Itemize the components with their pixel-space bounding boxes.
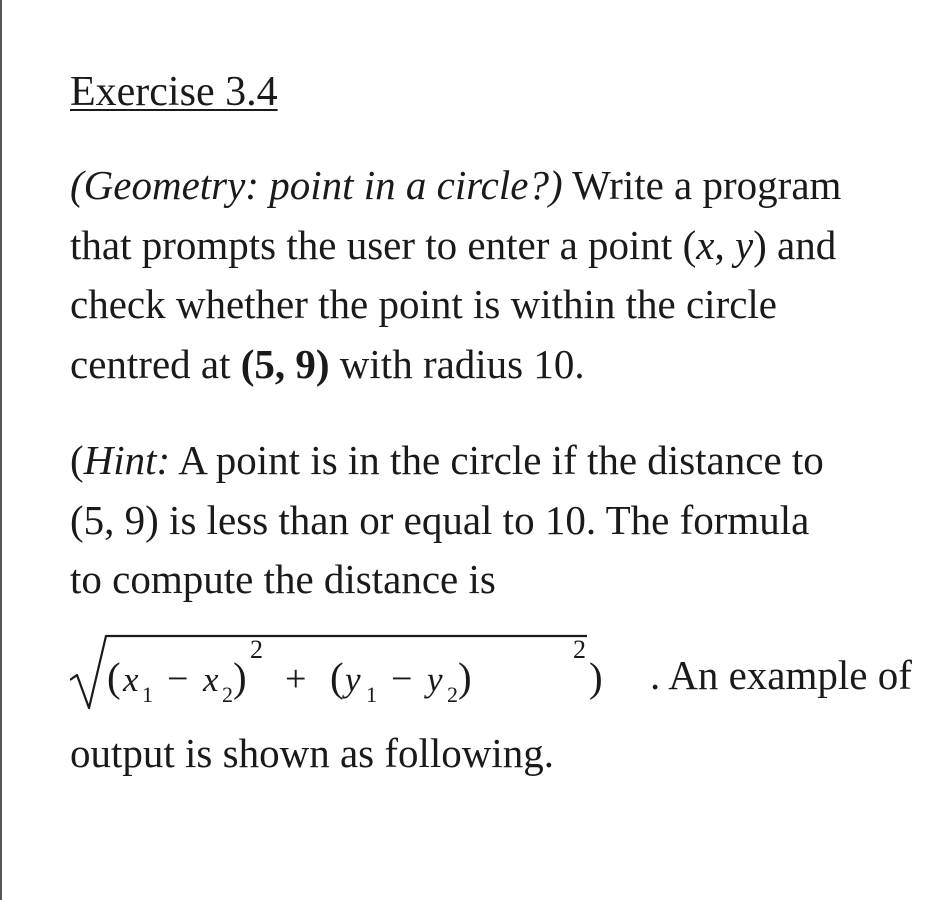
formula-tail-text: . An example of — [650, 652, 912, 698]
formula-sub4: 2 — [447, 682, 458, 707]
problem-statement — [70, 156, 949, 394]
formula-x1: x — [123, 660, 139, 699]
problem-line-4-end: with radius 10. — [329, 340, 585, 387]
problem-line-1 — [70, 156, 949, 216]
formula-x2: x — [203, 660, 219, 699]
hint-line-1 — [70, 431, 949, 491]
problem-line-4 — [70, 335, 949, 395]
formula-y-close: ) — [458, 654, 472, 700]
hint-line-3: to compute the distance is — [70, 556, 496, 602]
page-left-border — [0, 0, 2, 900]
problem-topic: (Geometry: point in a circle?) — [70, 162, 563, 208]
exercise-title: Exercise 3.4 — [70, 69, 278, 115]
hint-line-1-rest: A point is in the circle if the distance to — [170, 437, 824, 483]
point-comma: , — [714, 221, 735, 268]
problem-line-2-start: that prompts the user to enter a point ( — [70, 221, 697, 268]
hint-paragraph — [70, 431, 949, 610]
problem-line-3: check whether the point is within the circle — [70, 281, 778, 327]
problem-line-2 — [70, 216, 949, 276]
problem-line-1-rest: Write a program — [562, 162, 842, 208]
formula-exp1: 2 — [250, 635, 263, 664]
formula-sub3: 1 — [366, 682, 377, 707]
formula-open-outer: ( — [107, 654, 121, 700]
formula-sub2: 2 — [222, 682, 233, 707]
point-y-var: y — [734, 221, 754, 268]
formula-plus: + — [285, 658, 307, 700]
formula-minus1: − — [167, 658, 189, 700]
distance-formula — [70, 632, 650, 722]
hint-label: Hint: — [83, 437, 171, 483]
formula-y-open: ( — [330, 654, 344, 700]
point-x-var: x — [696, 221, 715, 268]
formula-y1: y — [345, 660, 361, 699]
hint-open-paren: ( — [70, 437, 84, 483]
formula-exp2: 2 — [573, 635, 586, 664]
center-point: (5, 9) — [240, 340, 330, 387]
problem-line-4-start: centred at — [70, 340, 241, 387]
formula-y2: y — [427, 660, 443, 699]
distance-formula-row — [70, 632, 949, 722]
hint-line-2: (5, 9) is less than or equal to 10. The formula — [70, 496, 810, 543]
formula-sub1: 1 — [142, 682, 153, 707]
formula-close-inner: ) — [233, 654, 247, 700]
closing-line: output is shown as following. — [70, 730, 555, 776]
problem-line-2-end: ) and — [753, 221, 837, 268]
formula-close-outer: ) — [589, 654, 603, 700]
formula-minus2: − — [391, 658, 413, 700]
